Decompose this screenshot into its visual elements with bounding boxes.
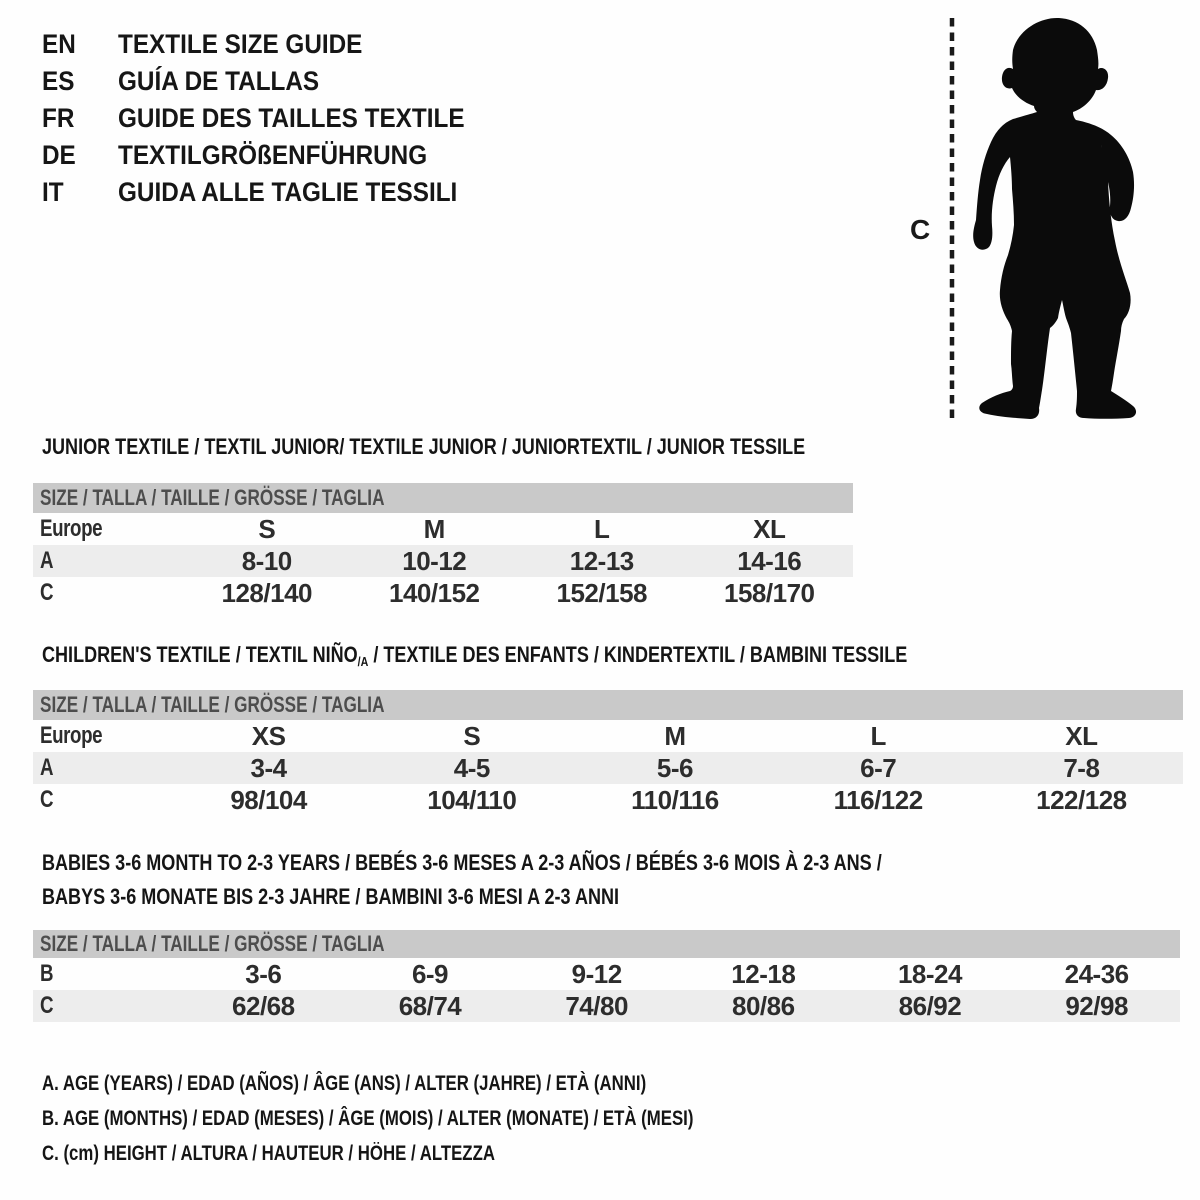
size-cell: 3-6 (245, 958, 282, 989)
children-title-text: CHILDREN'S TEXTILE / TEXTIL $NIÑO_{/A}$ / TEXTILE DES ENFANTS / KINDERTEXTIL / BAMBINI TESSILE (42, 642, 908, 669)
size-cell: XL (1065, 720, 1098, 751)
size-cell: 80/86 (732, 990, 795, 1021)
language-row (42, 137, 503, 174)
row-label: C (40, 579, 54, 606)
size-cell: 14-16 (737, 545, 802, 576)
language-row (42, 26, 503, 63)
size-cell: 6-7 (860, 752, 897, 783)
size-cell: 24-36 (1064, 958, 1129, 989)
size-cell: S (258, 513, 276, 544)
toddler-silhouette (973, 18, 1136, 419)
size-cell: 3-4 (250, 752, 287, 783)
language-code: IT (42, 177, 64, 207)
size-cell: 92/98 (1065, 990, 1128, 1021)
table-row (33, 720, 1183, 752)
junior-section-title (42, 434, 973, 460)
legend-text-b: B. AGE (MONTHS) / EDAD (MESES) / ÂGE (MOIS) / ALTER (MONATE) / ETÀ (MESI) (42, 1106, 694, 1130)
legend-line-c (42, 1136, 856, 1171)
legend-text-a: A. AGE (YEARS) / EDAD (AÑOS) / ÂGE (ANS) / ALTER (JAHRE) / ETÀ (ANNI) (42, 1071, 647, 1095)
size-cell: 98/104 (230, 784, 307, 815)
legend-line-b (42, 1101, 856, 1136)
nino-a-subscript: /A (357, 654, 369, 669)
size-cell: 9-12 (571, 958, 622, 989)
table-row (33, 784, 1183, 816)
language-list (42, 26, 503, 211)
language-title: TEXTILE SIZE GUIDE (118, 29, 363, 59)
size-header-text: SIZE / TALLA / TAILLE / GRÖSSE / TAGLIA (40, 692, 385, 717)
size-cell: 140/152 (389, 577, 480, 608)
size-cell: 4-5 (453, 752, 490, 783)
size-cell: 122/128 (1036, 784, 1127, 815)
size-cell: S (463, 720, 481, 751)
size-cell: 128/140 (221, 577, 312, 608)
size-cell: 7-8 (1063, 752, 1100, 783)
size-cell: M (664, 720, 686, 751)
size-cell: 62/68 (232, 990, 295, 1021)
language-row (42, 174, 503, 211)
children-section-title (42, 642, 1097, 669)
size-header-band (33, 690, 1183, 720)
babies-title-line2: BABYS 3-6 MONATE BIS 2-3 JAHRE / BAMBINI 3-6 MESI A 2-3 ANNI (42, 884, 620, 909)
row-label: Europe (40, 722, 103, 749)
language-title: GUIDE DES TAILLES TEXTILE (118, 103, 465, 133)
size-cell: XL (753, 513, 786, 544)
size-cell: 116/122 (833, 784, 923, 815)
size-cell: 12-18 (731, 958, 796, 989)
size-header-text: SIZE / TALLA / TAILLE / GRÖSSE / TAGLIA (40, 931, 385, 956)
row-label: C (40, 786, 54, 813)
table-row (33, 545, 853, 577)
row-label: A (40, 754, 54, 781)
legend-text-c: C. (cm) HEIGHT / ALTURA / HAUTEUR / HÖHE / ALTEZZA (42, 1141, 495, 1165)
children-size-table (33, 720, 1183, 816)
height-label-c: C (910, 214, 931, 245)
size-header-band (33, 483, 853, 513)
row-label: C (40, 992, 54, 1019)
size-cell: 86/92 (898, 990, 962, 1021)
size-figure-graphic (900, 12, 1160, 426)
size-cell: L (594, 513, 610, 544)
size-cell: L (870, 720, 886, 751)
language-code: DE (42, 140, 76, 170)
size-cell: 68/74 (398, 990, 462, 1021)
babies-section-title (42, 846, 1066, 914)
language-title: GUIDA ALLE TAGLIE TESSILI (118, 177, 458, 207)
size-cell: 6-9 (411, 958, 449, 989)
babies-size-table (33, 958, 1180, 1022)
size-cell: 152/158 (556, 577, 647, 608)
row-label: Europe (40, 515, 103, 542)
size-cell: 8-10 (241, 545, 292, 576)
language-code: EN (42, 29, 76, 59)
table-row (33, 513, 853, 545)
size-cell: 18-24 (897, 958, 962, 989)
size-cell: 158/170 (724, 577, 815, 608)
size-cell: 104/110 (427, 784, 517, 815)
size-cell: 110/116 (631, 784, 719, 815)
babies-title-line1: BABIES 3-6 MONTH TO 2-3 YEARS / BEBÉS 3-6 MESES A 2-3 AÑOS / BÉBÉS 3-6 MOIS À 2-3 ANS / (42, 850, 882, 875)
row-label: B (40, 960, 54, 987)
language-row (42, 63, 503, 100)
language-code: FR (42, 103, 75, 133)
size-cell: 12-13 (569, 545, 634, 576)
size-cell: 5-6 (656, 752, 693, 783)
language-code: ES (42, 66, 75, 96)
legend-line-a (42, 1066, 856, 1101)
table-row (33, 958, 1180, 990)
size-header-text: SIZE / TALLA / TAILLE / GRÖSSE / TAGLIA (40, 485, 385, 510)
size-cell: M (423, 513, 445, 544)
junior-title-text: JUNIOR TEXTILE / TEXTIL JUNIOR/ TEXTILE JUNIOR / JUNIORTEXTIL / JUNIOR TESSILE (42, 434, 806, 459)
table-row (33, 752, 1183, 784)
size-cell: XS (251, 720, 286, 751)
table-row (33, 990, 1180, 1022)
size-cell: 10-12 (402, 545, 467, 576)
table-row (33, 577, 853, 609)
language-title: TEXTILGRÖßENFÜHRUNG (118, 140, 428, 170)
legend (42, 1066, 856, 1171)
size-figure (900, 12, 1160, 426)
language-row (42, 100, 503, 137)
size-header-band (33, 930, 1180, 958)
row-label: A (40, 547, 54, 574)
language-title: GUÍA DE TALLAS (118, 66, 320, 96)
junior-size-table (33, 513, 853, 609)
size-cell: 74/80 (565, 990, 628, 1021)
